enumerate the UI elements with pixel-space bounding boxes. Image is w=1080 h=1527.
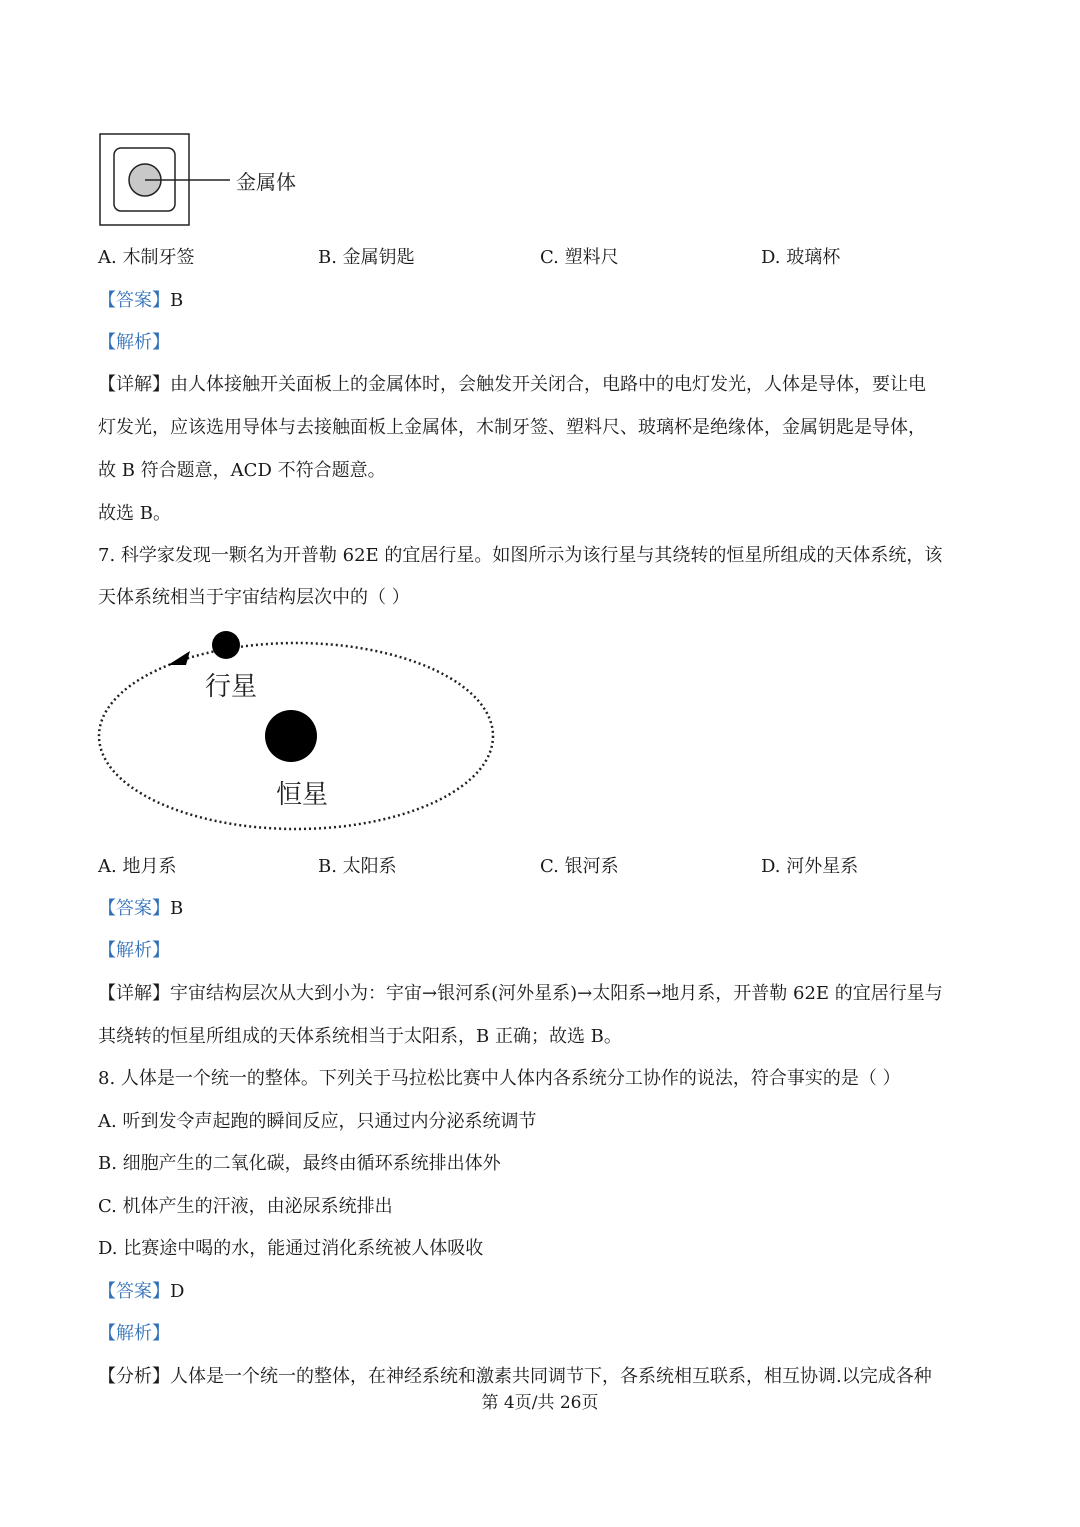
answer-tag: 【答案】 [98, 898, 170, 919]
q7-stem-line-2: 天体系统相当于宇宙结构层次中的（ ） [98, 587, 410, 608]
q6-option-d: D. 玻璃杯 [761, 247, 841, 268]
q8-answer [98, 1280, 184, 1304]
detail-text: 由人体接触开关面板上的金属体时，会触发开关闭合，电路中的电灯发光，人体是导体，要让电 [170, 374, 926, 395]
q8-option-a: A. 听到发令声起跑的瞬间反应，只通过内分泌系统调节 [98, 1111, 537, 1132]
answer-value: B [170, 898, 184, 919]
q8-analysis-line [98, 1365, 932, 1389]
q7-option-d: D. 河外星系 [761, 856, 859, 877]
star-dot [265, 710, 317, 762]
q8-option-d: D. 比赛途中喝的水，能通过消化系统被人体吸收 [98, 1238, 484, 1259]
q6-detail-line-1 [98, 373, 926, 397]
orbit-diagram [90, 625, 510, 845]
q7-option-a: A. 地月系 [98, 856, 177, 877]
page-number-footer: 第 4页/共 26页 [481, 1393, 599, 1413]
q6-option-b: B. 金属钥匙 [318, 247, 415, 268]
q7-answer [98, 897, 183, 921]
orbit-arrow [168, 651, 190, 665]
q8-option-b: B. 细胞产生的二氧化碳，最终由循环系统排出体外 [98, 1153, 501, 1174]
analysis-text: 人体是一个统一的整体，在神经系统和激素共同调节下，各系统相互联系，相互协调.以完成各种 [170, 1366, 932, 1387]
q7-detail-line-2: 其绕转的恒星所组成的天体系统相当于太阳系，B 正确；故选 B。 [98, 1026, 622, 1047]
q6-answer [98, 289, 183, 313]
q6-conclusion: 故选 B。 [98, 503, 171, 524]
q7-option-b: B. 太阳系 [318, 856, 397, 877]
q6-detail-line-3: 故 B 符合题意，ACD 不符合题意。 [98, 460, 386, 481]
q8-option-c: C. 机体产生的汗液，由泌尿系统排出 [98, 1196, 393, 1217]
detail-tag: 【详解】 [98, 983, 170, 1004]
analysis-tag: 【分析】 [98, 1366, 170, 1387]
q7-option-c: C. 银河系 [540, 856, 619, 877]
q6-analysis-tag: 【解析】 [98, 332, 170, 353]
star-label: 恒星 [276, 780, 329, 810]
q7-stem-line-1: 7. 科学家发现一颗名为开普勒 62E 的宜居行星。如图所示为该行星与其绕转的恒星所组成的天体系统，该 [98, 545, 943, 566]
q6-detail-line-2: 灯发光，应该选用导体与去接触面板上金属体，木制牙签、塑料尺、玻璃杯是绝缘体，金属钥匙是导体， [98, 417, 926, 438]
planet-label: 行星 [205, 672, 258, 702]
answer-value: B [170, 290, 184, 311]
answer-tag: 【答案】 [98, 1281, 170, 1302]
planet-dot [212, 631, 240, 659]
q8-analysis-tag: 【解析】 [98, 1323, 170, 1344]
detail-tag: 【详解】 [98, 374, 170, 395]
metal-body-label: 金属体 [236, 170, 296, 194]
detail-text: 宇宙结构层次从大到小为：宇宙→银河系(河外星系)→太阳系→地月系，开普勒 62E 的宜居行星与 [170, 983, 943, 1004]
answer-value: D [170, 1281, 185, 1302]
q8-stem: 8. 人体是一个统一的整体。下列关于马拉松比赛中人体内各系统分工协作的说法，符合事实的是（ ） [98, 1068, 901, 1089]
q7-detail-line-1 [98, 982, 943, 1006]
q6-option-c: C. 塑料尺 [540, 247, 619, 268]
q6-option-a: A. 木制牙签 [98, 247, 195, 268]
answer-tag: 【答案】 [98, 290, 170, 311]
q7-analysis-tag: 【解析】 [98, 940, 170, 961]
